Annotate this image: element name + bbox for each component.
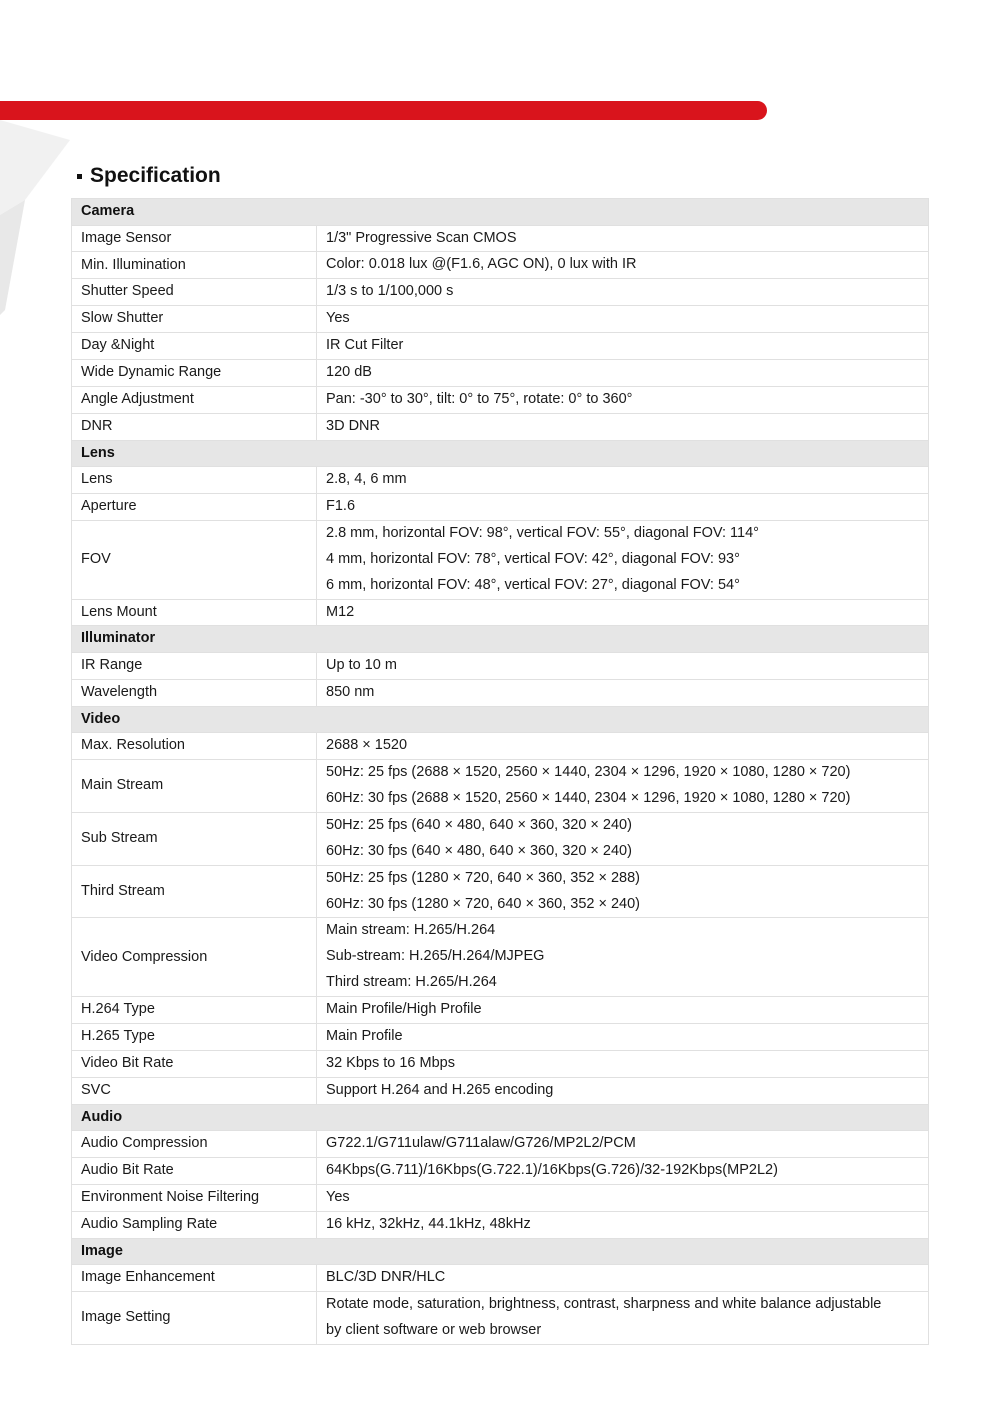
spec-label: Image Enhancement [72, 1265, 317, 1292]
spec-value [317, 494, 929, 521]
spec-row [72, 520, 929, 599]
spec-row [72, 1211, 929, 1238]
spec-row [72, 733, 929, 760]
spec-value-line: G722.1/G711ulaw/G711alaw/G726/MP2L2/PCM [326, 1135, 636, 1152]
spec-label: IR Range [72, 652, 317, 679]
decorative-shape [0, 120, 80, 320]
spec-label: Sub Stream [72, 812, 317, 865]
spec-row [72, 599, 929, 626]
spec-label: Wavelength [72, 679, 317, 706]
spec-value-line: Main Profile/High Profile [326, 1001, 482, 1018]
spec-value-line: F1.6 [326, 498, 356, 515]
spec-value [317, 865, 929, 918]
spec-value-line: IR Cut Filter [326, 337, 404, 354]
spec-value-line: 60Hz: 30 fps (640 × 480, 640 × 360, 320 × 240) [326, 842, 632, 859]
spec-row [72, 279, 929, 306]
spec-row [72, 359, 929, 386]
spec-value [317, 733, 929, 760]
spec-value [317, 252, 929, 279]
spec-value [317, 652, 929, 679]
spec-row [72, 1265, 929, 1292]
spec-value-line: 3D DNR [326, 417, 380, 434]
spec-value [317, 413, 929, 440]
spec-row [72, 252, 929, 279]
spec-value [317, 279, 929, 306]
spec-value [317, 1077, 929, 1104]
spec-row [72, 333, 929, 360]
spec-row [72, 1050, 929, 1077]
spec-label: Shutter Speed [72, 279, 317, 306]
section-header-image [72, 1238, 929, 1265]
spec-value-line: 120 dB [326, 363, 372, 380]
spec-value-line: Main Profile [326, 1028, 403, 1045]
section-header-lens [72, 440, 929, 467]
spec-row [72, 386, 929, 413]
section-title: Video [72, 706, 929, 733]
spec-value [317, 760, 929, 813]
spec-value-line: 32 Kbps to 16 Mbps [326, 1054, 455, 1071]
header-accent-bar [0, 101, 767, 120]
spec-row [72, 306, 929, 333]
spec-value-line: Yes [326, 1189, 350, 1205]
spec-value-line: Main stream: H.265/H.264 [326, 922, 496, 939]
spec-row [72, 1131, 929, 1158]
section-header-illuminator [72, 626, 929, 653]
spec-row [72, 652, 929, 679]
spec-label: SVC [72, 1077, 317, 1104]
spec-label: Lens Mount [72, 599, 317, 626]
spec-value [317, 1131, 929, 1158]
spec-label: Min. Illumination [72, 252, 317, 279]
spec-value-line: by client software or web browser [326, 1322, 542, 1339]
spec-label: Main Stream [72, 760, 317, 813]
page-title [77, 164, 221, 188]
spec-label: H.264 Type [72, 997, 317, 1024]
spec-row [72, 1077, 929, 1104]
spec-value [317, 359, 929, 386]
spec-row [72, 413, 929, 440]
specification-table [71, 198, 929, 1345]
spec-label: Aperture [72, 494, 317, 521]
spec-row [72, 1024, 929, 1051]
spec-value-line: Rotate mode, saturation, brightness, contrast, sharpness and white balance adjustable [326, 1296, 882, 1313]
spec-value [317, 467, 929, 494]
spec-value-line: Pan: -30° to 30°, tilt: 0° to 75°, rotate: 0° to 360° [326, 390, 633, 407]
spec-value-line: 64Kbps(G.711)/16Kbps(G.722.1)/16Kbps(G.726)/32-192Kbps(MP2L2) [326, 1162, 778, 1179]
section-title: Image [72, 1238, 929, 1265]
spec-label: Environment Noise Filtering [72, 1185, 317, 1212]
spec-row [72, 997, 929, 1024]
section-title: Lens [72, 440, 929, 467]
spec-row [72, 225, 929, 252]
page-title-text: Specification [90, 164, 221, 187]
spec-row [72, 467, 929, 494]
spec-label: Angle Adjustment [72, 386, 317, 413]
spec-value [317, 520, 929, 599]
spec-label: Max. Resolution [72, 733, 317, 760]
spec-label: Audio Compression [72, 1131, 317, 1158]
spec-row [72, 812, 929, 865]
spec-value [317, 333, 929, 360]
spec-row [72, 679, 929, 706]
spec-label: H.265 Type [72, 1024, 317, 1051]
spec-value-line: Up to 10 m [326, 656, 397, 673]
spec-value [317, 306, 929, 333]
spec-value-line: Third stream: H.265/H.264 [326, 974, 497, 991]
spec-value-line: 50Hz: 25 fps (2688 × 1520, 2560 × 1440, 2304 × 1296, 1920 × 1080, 1280 × 720) [326, 764, 851, 781]
section-title: Camera [72, 199, 929, 226]
section-header-audio [72, 1104, 929, 1131]
spec-value [317, 1024, 929, 1051]
spec-value [317, 1292, 929, 1345]
spec-value [317, 1050, 929, 1077]
spec-value [317, 812, 929, 865]
spec-value-line: 16 kHz, 32kHz, 44.1kHz, 48kHz [326, 1215, 531, 1232]
spec-label: Third Stream [72, 865, 317, 918]
spec-label: Day &Night [72, 333, 317, 360]
spec-value-line: 6 mm, horizontal FOV: 48°, vertical FOV: 27°, diagonal FOV: 54° [326, 576, 740, 593]
spec-value-line: 50Hz: 25 fps (1280 × 720, 640 × 360, 352 × 288) [326, 869, 641, 886]
spec-label: DNR [72, 413, 317, 440]
section-title: Audio [72, 1104, 929, 1131]
spec-label: Video Compression [72, 918, 317, 997]
spec-value [317, 599, 929, 626]
spec-row [72, 760, 929, 813]
spec-value-line: 2.8, 4, 6 mm [326, 471, 407, 488]
spec-label: Image Sensor [72, 225, 317, 252]
spec-label: Audio Bit Rate [72, 1158, 317, 1185]
spec-value-line: 50Hz: 25 fps (640 × 480, 640 × 360, 320 × 240) [326, 816, 632, 833]
spec-value-line: 60Hz: 30 fps (1280 × 720, 640 × 360, 352 × 240) [326, 895, 641, 912]
title-bullet-icon [77, 174, 82, 179]
section-header-video [72, 706, 929, 733]
spec-value [317, 386, 929, 413]
spec-value [317, 1158, 929, 1185]
section-title: Illuminator [72, 626, 929, 653]
spec-label: Video Bit Rate [72, 1050, 317, 1077]
spec-row [72, 494, 929, 521]
spec-value [317, 225, 929, 252]
spec-row [72, 865, 929, 918]
spec-value-line: Color: 0.018 lux @(F1.6, AGC ON), 0 lux with IR [326, 256, 637, 273]
spec-value [317, 1265, 929, 1292]
spec-value [317, 918, 929, 997]
spec-value-line: M12 [326, 603, 355, 620]
spec-row [72, 1185, 929, 1212]
spec-label: Audio Sampling Rate [72, 1211, 317, 1238]
spec-value-line: BLC/3D DNR/HLC [326, 1269, 446, 1286]
spec-value-line: 1/3 s to 1/100,000 s [326, 283, 454, 300]
spec-value [317, 1211, 929, 1238]
section-header-camera [72, 199, 929, 226]
spec-row [72, 918, 929, 997]
spec-value-line: 2688 × 1520 [326, 737, 408, 754]
spec-value [317, 1185, 929, 1212]
spec-value-line: 1/3" Progressive Scan CMOS [326, 229, 517, 246]
spec-row [72, 1158, 929, 1185]
spec-value-line: 4 mm, horizontal FOV: 78°, vertical FOV: 42°, diagonal FOV: 93° [326, 550, 740, 567]
spec-label: Lens [72, 467, 317, 494]
spec-label: FOV [72, 520, 317, 599]
spec-value-line: Sub-stream: H.265/H.264/MJPEG [326, 948, 545, 965]
spec-label: Wide Dynamic Range [72, 359, 317, 386]
spec-row [72, 1292, 929, 1345]
spec-value-line: Yes [326, 310, 350, 327]
spec-value-line: 850 nm [326, 683, 375, 700]
spec-value [317, 679, 929, 706]
spec-label: Image Setting [72, 1292, 317, 1345]
spec-label: Slow Shutter [72, 306, 317, 333]
spec-value-line: 60Hz: 30 fps (2688 × 1520, 2560 × 1440, 2304 × 1296, 1920 × 1080, 1280 × 720) [326, 790, 851, 807]
spec-value-line: Support H.264 and H.265 encoding [326, 1081, 554, 1098]
spec-value [317, 997, 929, 1024]
spec-value-line: 2.8 mm, horizontal FOV: 98°, vertical FOV: 55°, diagonal FOV: 114° [326, 524, 759, 541]
